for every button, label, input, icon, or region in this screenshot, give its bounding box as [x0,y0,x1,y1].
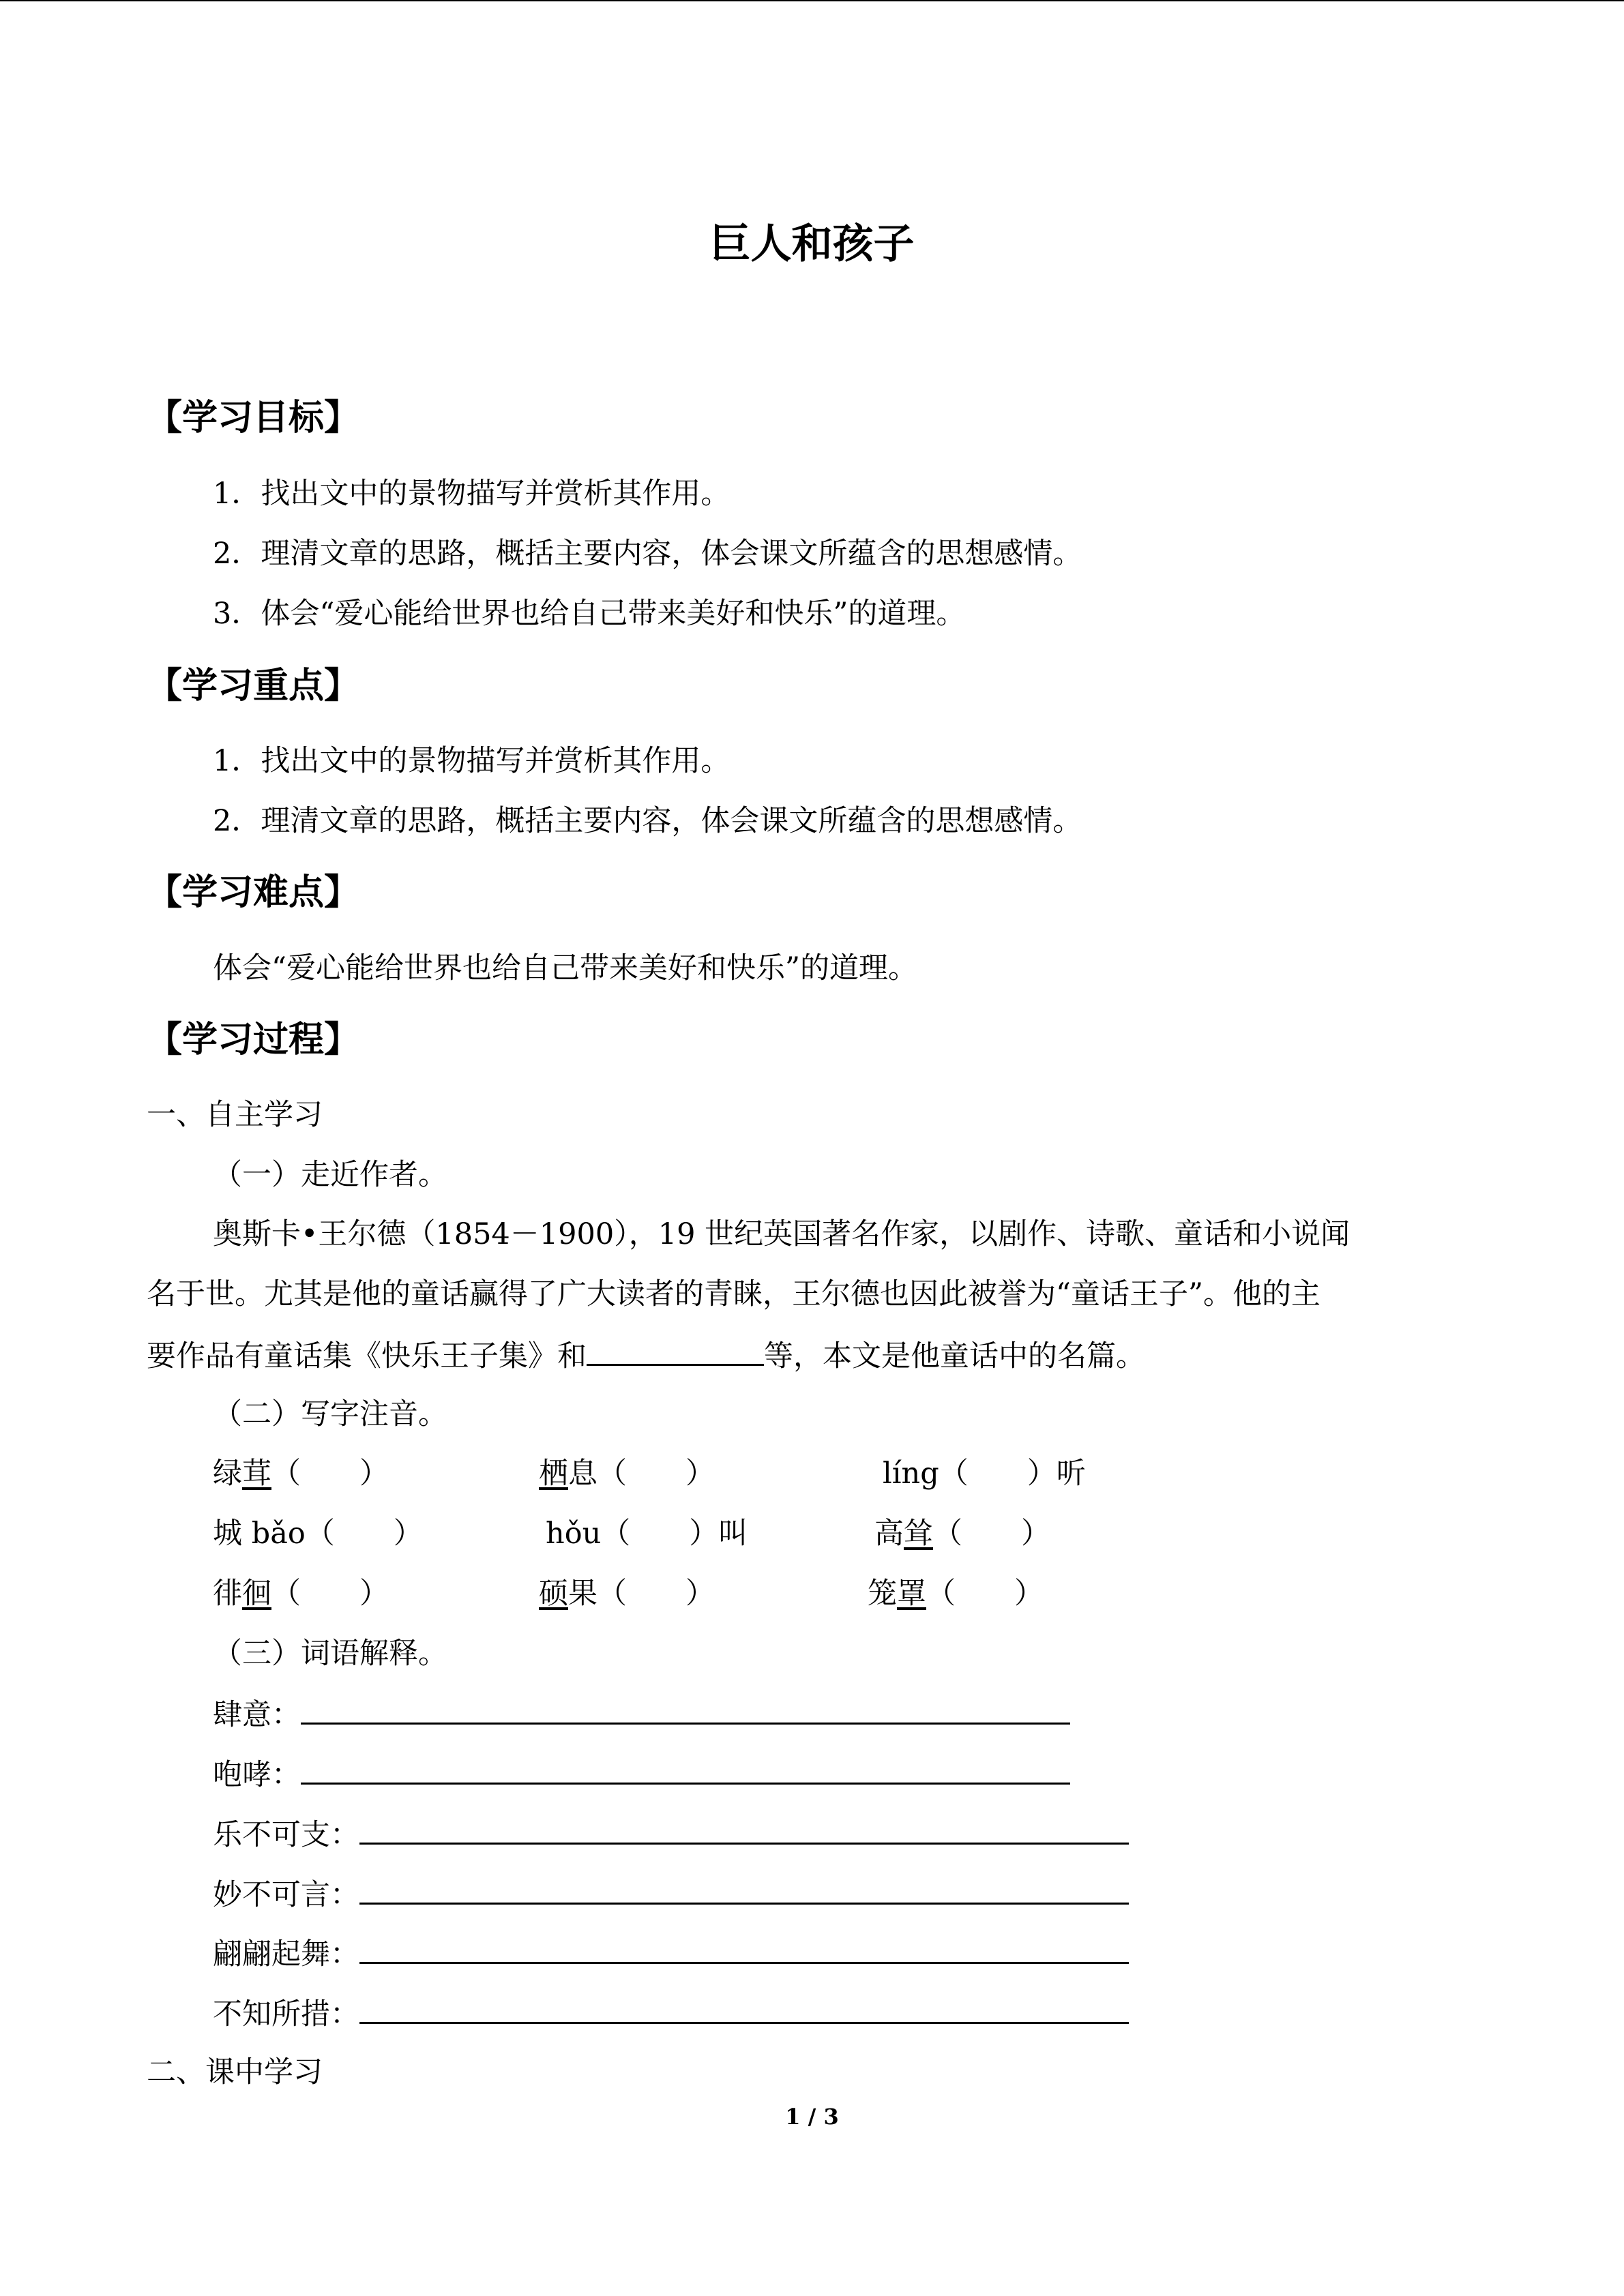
pinyin-answer-paren: （ ） [271,1457,389,1491]
difficulty-text: 体会“爱心能给世界也给自己带来美好和快乐”的道理。 [213,951,917,985]
vocab-item [213,1753,1070,1795]
pinyin-text: 笼 [868,1577,897,1611]
pinyin-text: 绿 [213,1457,242,1491]
vocab-item [213,1992,1129,2035]
author-line-3-start: 要作品有童话集《快乐王子集》和 [147,1339,587,1373]
objective-item-2: 2．理清文章的思路，概括主要内容，体会课文所蕴含的思想感情。 [213,537,1082,571]
author-works-blank[interactable] [587,1334,764,1366]
pinyin-underlined-char: 罩 [897,1577,926,1611]
part2-label: 二、课中学习 [147,2055,323,2089]
pinyin-underlined-char: 耸 [904,1517,933,1551]
pinyin-underlined-char: 茸 [242,1457,271,1491]
heading-objectives: 【学习目标】 [147,398,360,438]
pinyin-underlined-char: 栖 [539,1457,568,1491]
pinyin-item[interactable]: líng（ ）听 [883,1457,1086,1491]
vocab-term: 妙不可言： [213,1878,359,1912]
page-number: 1 / 3 [785,2104,839,2130]
vocab-term: 翩翩起舞： [213,1937,359,1971]
vocab-answer-blank[interactable] [359,1873,1129,1905]
vocab-answer-blank[interactable] [359,1932,1129,1964]
page-title: 巨人和孩子 [709,220,915,268]
vocab-item [213,1693,1070,1735]
objective-item-3: 3．体会“爱心能给世界也给自己带来美好和快乐”的道理。 [213,597,966,631]
vocab-term: 不知所措： [213,1997,359,2031]
pinyin-item[interactable] [213,1573,389,1614]
pinyin-answer-paren: （ ） [933,1517,1050,1551]
pinyin-text: 徘 [213,1577,242,1611]
author-line-2: 名于世。尤其是他的童话赢得了广大读者的青睐，王尔德也因此被誉为“童话王子”。他的主 [147,1277,1320,1311]
vocab-item [213,1873,1129,1915]
keypoint-item-1: 1．找出文中的景物描写并赏析其作用。 [213,744,730,778]
page-top-border [0,0,1624,1]
heading-keypoints: 【学习重点】 [147,666,360,706]
part1-label: 一、自主学习 [147,1098,323,1132]
pinyin-item[interactable] [213,1453,389,1494]
sub-author: （一）走近作者。 [213,1158,447,1192]
vocab-item [213,1932,1129,1975]
vocab-item [213,1813,1129,1855]
sub-vocab: （三）词语解释。 [213,1637,447,1671]
vocab-answer-blank[interactable] [301,1753,1070,1785]
pinyin-underlined-char: 徊 [242,1577,271,1611]
author-line-1: 奥斯卡•王尔德（1854－1900），19 世纪英国著名作家，以剧作、诗歌、童话和小说闻 [213,1217,1350,1251]
heading-difficulty: 【学习难点】 [147,872,360,913]
pinyin-answer-paren: （ ） [926,1577,1044,1611]
sub-pinyin: （二）写字注音。 [213,1397,447,1431]
vocab-term: 咆哮： [213,1758,301,1792]
pinyin-answer-paren: 果（ ） [568,1577,715,1611]
vocab-term: 乐不可支： [213,1818,359,1852]
vocab-answer-blank[interactable] [301,1693,1070,1725]
pinyin-answer-paren: （ ） [271,1577,389,1611]
pinyin-item[interactable] [539,1453,715,1494]
pinyin-item[interactable]: hǒu（ ）叫 [546,1517,748,1551]
pinyin-item[interactable] [539,1573,715,1614]
author-line-3-end: 等，本文是他童话中的名篇。 [764,1339,1145,1373]
pinyin-text: 高 [874,1517,904,1551]
pinyin-item[interactable] [874,1513,1050,1554]
pinyin-item[interactable]: 城 bǎo（ ） [213,1517,423,1551]
vocab-term: 肆意： [213,1698,301,1732]
pinyin-answer-paren: 息（ ） [568,1457,715,1491]
heading-process: 【学习过程】 [147,1019,360,1060]
pinyin-item[interactable] [868,1573,1044,1614]
pinyin-underlined-char: 硕 [539,1577,568,1611]
vocab-answer-blank[interactable] [359,1992,1129,2024]
author-line-3 [147,1334,1145,1377]
keypoint-item-2: 2．理清文章的思路，概括主要内容，体会课文所蕴含的思想感情。 [213,804,1082,838]
objective-item-1: 1．找出文中的景物描写并赏析其作用。 [213,477,730,511]
vocab-answer-blank[interactable] [359,1813,1129,1845]
